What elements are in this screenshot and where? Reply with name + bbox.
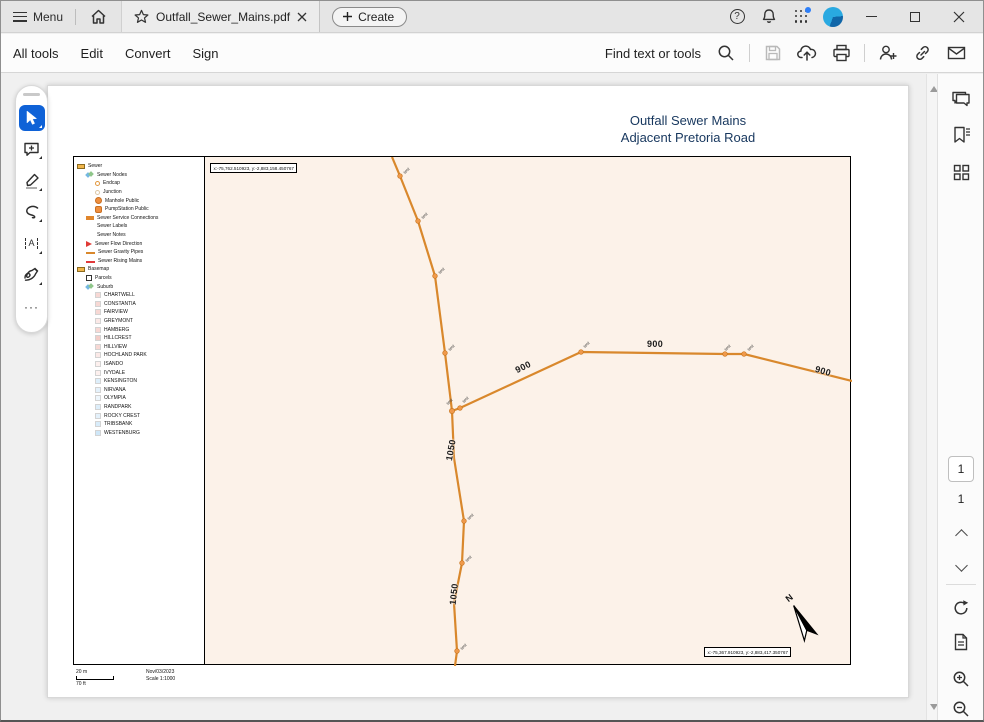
node-label: test [459, 642, 468, 651]
page-fit-button[interactable] [945, 626, 977, 658]
legend-item-sewer-service-connections [74, 214, 204, 223]
zoom-in-icon [952, 670, 970, 688]
legend-item-label: Junction [103, 189, 122, 196]
tab-title: Outfall_Sewer_Mains.pdf [156, 9, 291, 24]
legend-item-westenburg [74, 428, 204, 437]
swatch-icon [95, 309, 101, 315]
swatch-icon [95, 378, 101, 384]
document-tab[interactable] [121, 1, 320, 32]
swatch-icon [95, 301, 101, 307]
swatch-icon [95, 292, 101, 298]
page-fit-icon [953, 633, 969, 651]
legend-item-junction [74, 188, 204, 197]
legend-item-ivydale [74, 368, 204, 377]
legend-item-sewer-gravity-pipes [74, 248, 204, 257]
chevron-up-icon [955, 529, 968, 542]
text-select-icon: A [25, 238, 38, 249]
line-orange-icon [86, 252, 95, 254]
help-icon: ? [730, 9, 745, 24]
legend-item-isando [74, 360, 204, 369]
signature-pen-icon [23, 267, 40, 283]
swatch-icon [95, 413, 101, 419]
legend-item-label: NIRVANA [104, 386, 126, 393]
rotate-icon [952, 599, 970, 617]
line-red-icon [86, 261, 95, 263]
node-label: test [437, 266, 446, 275]
legend-item-label: Sewer Flow Direction [95, 240, 143, 247]
legend-item-label: Sewer Gravity Pipes [98, 249, 144, 256]
north-label: N [783, 592, 795, 604]
legend-item-suburb [74, 282, 204, 291]
folder-icon [77, 267, 85, 272]
map-title [488, 112, 888, 146]
pdf-page [47, 85, 909, 698]
legend-item-label: CONSTANTIA [104, 300, 136, 307]
rotate-page-button[interactable] [945, 592, 977, 624]
scalebar-line [76, 676, 114, 680]
page-number-input[interactable]: 1 [948, 456, 974, 482]
legend-item-label: HILLCREST [104, 335, 132, 342]
titlebar [1, 1, 983, 33]
legend-item-label: RANDPARK [104, 403, 132, 410]
window-minimize-button[interactable] [851, 1, 891, 33]
sewer-pipes-layer [205, 157, 852, 666]
legend-item-sewer-labels [74, 222, 204, 231]
next-page-button[interactable] [945, 551, 977, 583]
square-open-icon [86, 275, 92, 281]
swatch-icon [95, 430, 101, 436]
link-icon [913, 44, 932, 62]
divider [946, 584, 976, 585]
pipe-diameter-label: 900 [813, 363, 833, 379]
all-tools-button[interactable]: All tools [13, 45, 59, 61]
home-button[interactable] [76, 1, 121, 32]
chevron-down-icon [955, 559, 968, 572]
pipe-diameter-label: 900 [647, 339, 664, 349]
thumbnails-grid-icon [953, 164, 970, 181]
find-text-label[interactable]: Find text or tools [604, 45, 701, 61]
create-button[interactable] [332, 7, 407, 27]
legend-item-label: KENSINGTON [104, 378, 137, 385]
save-icon [764, 44, 782, 62]
map-scale: Scale 1:1000 [146, 676, 176, 682]
legend-item-sewer-rising-mains [74, 257, 204, 266]
none-icon [86, 223, 94, 229]
map-title-line2: Adjacent Pretoria Road [620, 130, 756, 145]
search-button[interactable] [709, 38, 743, 68]
scalebar-imperial: 70 ft [76, 681, 86, 687]
apps-button[interactable] [787, 3, 815, 31]
highlighter-icon [24, 173, 40, 189]
pipe-diameter-label: 1050 [444, 438, 458, 462]
scalebar [76, 669, 175, 687]
arrow-red-icon [86, 241, 92, 247]
maximize-icon [910, 12, 920, 22]
map-area [205, 157, 852, 666]
bookmark-icon [952, 126, 971, 144]
scalebar-metric: 20 m [76, 669, 88, 675]
legend-item-label: Sewer Service Connections [97, 214, 159, 221]
legend-item-nirvana [74, 385, 204, 394]
divider [864, 44, 865, 62]
home-icon [90, 9, 107, 25]
zoom-in-button[interactable] [945, 663, 977, 695]
legend-item-label: Suburb [97, 283, 114, 290]
coordinate-box-bottomright: x:-75,367.910923, y:-2,883,417.350767 [704, 647, 791, 657]
legend-item-basemap [74, 265, 204, 274]
search-icon [717, 44, 735, 62]
map-date: Nov/03/2023 [146, 669, 175, 675]
select-tool-button[interactable] [19, 105, 45, 131]
legend-item-label: PumpStation Public [105, 206, 149, 213]
comment-add-icon [23, 141, 40, 157]
page-total-label: 1 [957, 492, 965, 506]
legend-item-endcap [74, 179, 204, 188]
cursor-arrow-icon [24, 110, 39, 126]
swatch-icon [95, 352, 101, 358]
sign-button[interactable]: Sign [192, 45, 219, 61]
window-maximize-button[interactable] [895, 1, 935, 33]
save-button[interactable] [756, 38, 790, 68]
edit-button[interactable]: Edit [80, 45, 103, 61]
comment-tool-button[interactable] [19, 136, 45, 162]
rect-orange-icon [86, 216, 94, 220]
legend-tree [74, 162, 204, 437]
page-thumbnails-button[interactable] [945, 156, 977, 188]
swatch-icon [95, 421, 101, 427]
help-button[interactable] [723, 3, 751, 31]
map-title-line1: Outfall Sewer Mains [629, 113, 747, 128]
node-label: test [582, 340, 591, 349]
nodes-icon [86, 172, 94, 178]
circle-open-gray-icon [95, 190, 100, 195]
legend-item-olympia [74, 394, 204, 403]
circle-fill-icon [95, 197, 102, 204]
document-pane [1, 74, 939, 720]
hamburger-icon [13, 12, 27, 22]
legend-item-label: GREYMONT [104, 317, 133, 324]
swatch-icon [95, 361, 101, 367]
legend-item-label: TRIBSBANK [104, 421, 133, 428]
folder-icon [77, 164, 85, 169]
quick-tools-panel [15, 85, 48, 333]
swatch-icon [95, 318, 101, 324]
legend-item-label: Sewer Notes [97, 232, 126, 239]
swatch-icon [95, 387, 101, 393]
comments-icon [951, 91, 971, 109]
printer-icon [832, 44, 851, 62]
request-signatures-button[interactable] [871, 38, 905, 68]
legend-item-sewer-flow-direction [74, 239, 204, 248]
legend-item-constantia [74, 300, 204, 309]
legend-item-label: Endcap [103, 180, 120, 187]
legend-item-label: FAIRVIEW [104, 309, 128, 316]
person-add-icon [878, 44, 898, 62]
legend-item-hillview [74, 342, 204, 351]
menu-label: Menu [33, 9, 64, 24]
legend-item-label: Parcels [95, 275, 112, 282]
legend-item-label: HAMBERG [104, 326, 130, 333]
zoom-out-button[interactable] [945, 693, 977, 722]
sewer-gravity-pipe-branch [452, 352, 852, 411]
toolbar [1, 34, 983, 73]
more-icon: ··· [24, 299, 39, 314]
legend-item-hochland-park [74, 351, 204, 360]
node-label: test [447, 343, 456, 352]
pipe-diameter-label: 1050 [447, 582, 460, 606]
legend-item-label: OLYMPIA [104, 395, 126, 402]
legend-item-label: ROCKY CREST [104, 412, 141, 419]
legend-item-tribsbank [74, 420, 204, 429]
panel-drag-handle[interactable] [23, 93, 40, 96]
divider [749, 44, 750, 62]
swatch-icon [95, 344, 101, 350]
legend-item-parcels [74, 274, 204, 283]
text-select-tool-button[interactable] [19, 231, 45, 257]
convert-button[interactable]: Convert [124, 45, 171, 61]
bookmarks-panel-button[interactable] [945, 119, 977, 151]
print-button[interactable] [824, 38, 858, 68]
node-label: test [420, 211, 429, 220]
pipe-diameter-label: 900 [513, 358, 533, 376]
tab-close-icon[interactable] [297, 12, 307, 22]
swatch-icon [95, 370, 101, 376]
window-close-button[interactable] [939, 1, 979, 33]
bell-icon [761, 8, 777, 25]
legend-item-label: HILLVIEW [104, 343, 127, 350]
legend-item-label: ISANDO [104, 360, 124, 367]
account-button[interactable] [819, 3, 847, 31]
create-label: Create [358, 9, 395, 24]
none-icon [86, 232, 94, 238]
legend-item-label: Sewer Rising Mains [98, 257, 143, 264]
legend-item-randpark [74, 403, 204, 412]
envelope-icon [947, 45, 966, 61]
more-tools-button[interactable] [19, 294, 45, 320]
cloud-upload-icon [797, 44, 817, 62]
notifications-button[interactable] [755, 3, 783, 31]
nodes-icon [86, 284, 94, 290]
node-label: test [445, 397, 454, 406]
legend-item-label: Sewer Labels [97, 223, 128, 230]
menu-button[interactable] [1, 1, 75, 32]
legend-item-label: Manhole Public [105, 197, 140, 204]
legend-item-greymont [74, 317, 204, 326]
coordinate-box-topleft: x:-75,762.510923, y:-2,883,158.450767 [210, 163, 297, 173]
lasso-draw-icon [24, 205, 40, 219]
email-button[interactable] [939, 38, 973, 68]
star-icon[interactable] [134, 9, 149, 24]
node-label: test [466, 512, 475, 521]
share-link-button[interactable] [905, 38, 939, 68]
legend-item-pumpstation-public [74, 205, 204, 214]
legend-item-label: Basemap [88, 266, 110, 273]
legend-item-sewer-notes [74, 231, 204, 240]
highlight-tool-button[interactable] [19, 168, 45, 194]
node-label: test [723, 343, 732, 352]
apps-notification-dot [805, 7, 811, 13]
map-frame [73, 156, 851, 665]
square-round-icon [95, 206, 102, 213]
minimize-icon [866, 16, 877, 18]
legend-item-kensington [74, 377, 204, 386]
comments-panel-button[interactable] [945, 84, 977, 116]
right-sidebar [937, 74, 983, 720]
legend-panel [74, 157, 205, 664]
plus-icon [342, 11, 353, 22]
avatar [823, 7, 843, 27]
circle-open-orange-icon [95, 181, 100, 186]
node-label: test [402, 166, 411, 175]
legend-item-label: Sewer Nodes [97, 171, 128, 178]
swatch-icon [95, 335, 101, 341]
legend-item-hillcrest [74, 334, 204, 343]
swatch-icon [95, 327, 101, 333]
close-icon [953, 11, 965, 23]
legend-item-sewer-nodes [74, 171, 204, 180]
zoom-out-icon [952, 700, 970, 718]
legend-item-label: IVYDALE [104, 369, 126, 376]
swatch-icon [95, 404, 101, 410]
north-arrow [779, 592, 829, 647]
legend-item-rocky-crest [74, 411, 204, 420]
node-label: test [464, 554, 473, 563]
node-label: test [461, 395, 470, 404]
upload-cloud-button[interactable] [790, 38, 824, 68]
legend-item-label: Sewer [88, 163, 103, 170]
node-label: test [746, 343, 755, 352]
legend-item-label: WESTENBURG [104, 429, 140, 436]
legend-item-label: HOCHLAND PARK [104, 352, 147, 359]
draw-tool-button[interactable] [19, 199, 45, 225]
legend-item-chartwell [74, 291, 204, 300]
swatch-icon [95, 395, 101, 401]
legend-item-manhole-public [74, 196, 204, 205]
legend-item-fairview [74, 308, 204, 317]
legend-item-label: CHARTWELL [104, 292, 135, 299]
legend-item-hamberg [74, 325, 204, 334]
fill-sign-tool-button[interactable] [19, 262, 45, 288]
previous-page-button[interactable] [945, 517, 977, 549]
legend-item-sewer [74, 162, 204, 171]
